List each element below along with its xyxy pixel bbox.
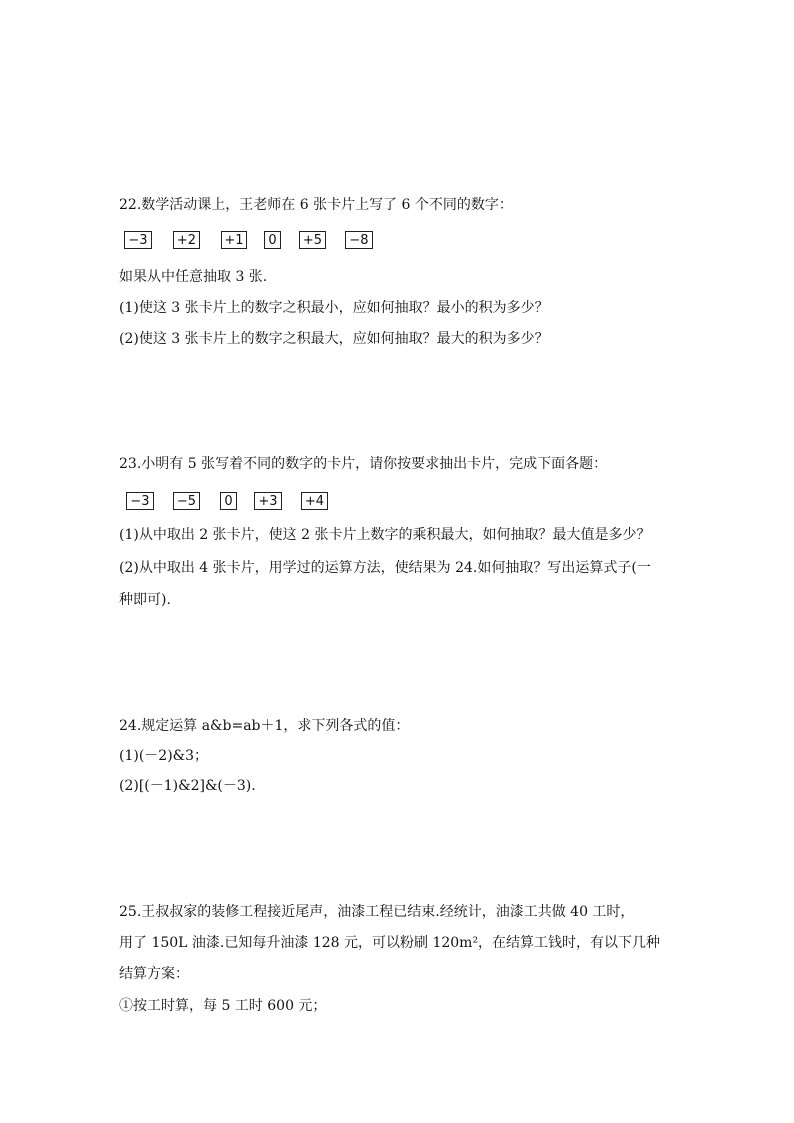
number-card: −3	[124, 231, 152, 249]
number-card: +5	[299, 231, 326, 249]
q24-part-2: (2)[(－1)&2]&(－3).	[119, 778, 256, 794]
number-card: −3	[126, 492, 154, 510]
number-card: −8	[345, 231, 373, 249]
q22-part-1: (1)使这 3 张卡片上的数字之积最小，应如何抽取？最小的积为多少？	[119, 300, 549, 316]
q22-part-2: (2)使这 3 张卡片上的数字之积最大，应如何抽取？最大的积为多少？	[119, 331, 549, 347]
q23-part-2: (2)从中取出 4 张卡片，用学过的运算方法，使结果为 24.如何抽取？写出运算式子(一	[119, 560, 651, 576]
number-card: 0	[220, 492, 237, 510]
q23-part-1: (1)从中取出 2 张卡片，使这 2 张卡片上数字的乘积最大，如何抽取？最大值是多少？	[119, 527, 651, 543]
q25-line-3: 结算方案：	[119, 966, 189, 982]
q25-line-1: 25.王叔叔家的装修工程接近尾声，油漆工程已结束.经统计，油漆工共做 40 工时，	[119, 904, 635, 920]
number-card: +2	[173, 231, 200, 249]
number-card: 0	[264, 231, 281, 249]
q22-text: 如果从中任意抽取 3 张.	[119, 269, 268, 285]
q24-part-1: (1)(－2)&3；	[119, 748, 209, 764]
q22-title: 22.数学活动课上，王老师在 6 张卡片上写了 6 个不同的数字：	[119, 197, 513, 213]
q25-line-2: 用了 150L 油漆.已知每升油漆 128 元，可以粉刷 120m²，在结算工钱时，有以下几种	[119, 935, 661, 951]
q25-option-1: ①按工时算，每 5 工时 600 元；	[119, 998, 327, 1014]
number-card: −5	[173, 492, 200, 510]
number-card: +4	[301, 492, 328, 510]
number-card: +1	[221, 231, 247, 249]
q23-title: 23.小明有 5 张写着不同的数字的卡片，请你按要求抽出卡片，完成下面各题：	[119, 456, 608, 472]
q23-part-2-cont: 种即可).	[119, 592, 171, 608]
number-card: +3	[254, 492, 282, 510]
q24-title: 24.规定运算 a&b=ab＋1，求下列各式的值：	[119, 718, 410, 734]
